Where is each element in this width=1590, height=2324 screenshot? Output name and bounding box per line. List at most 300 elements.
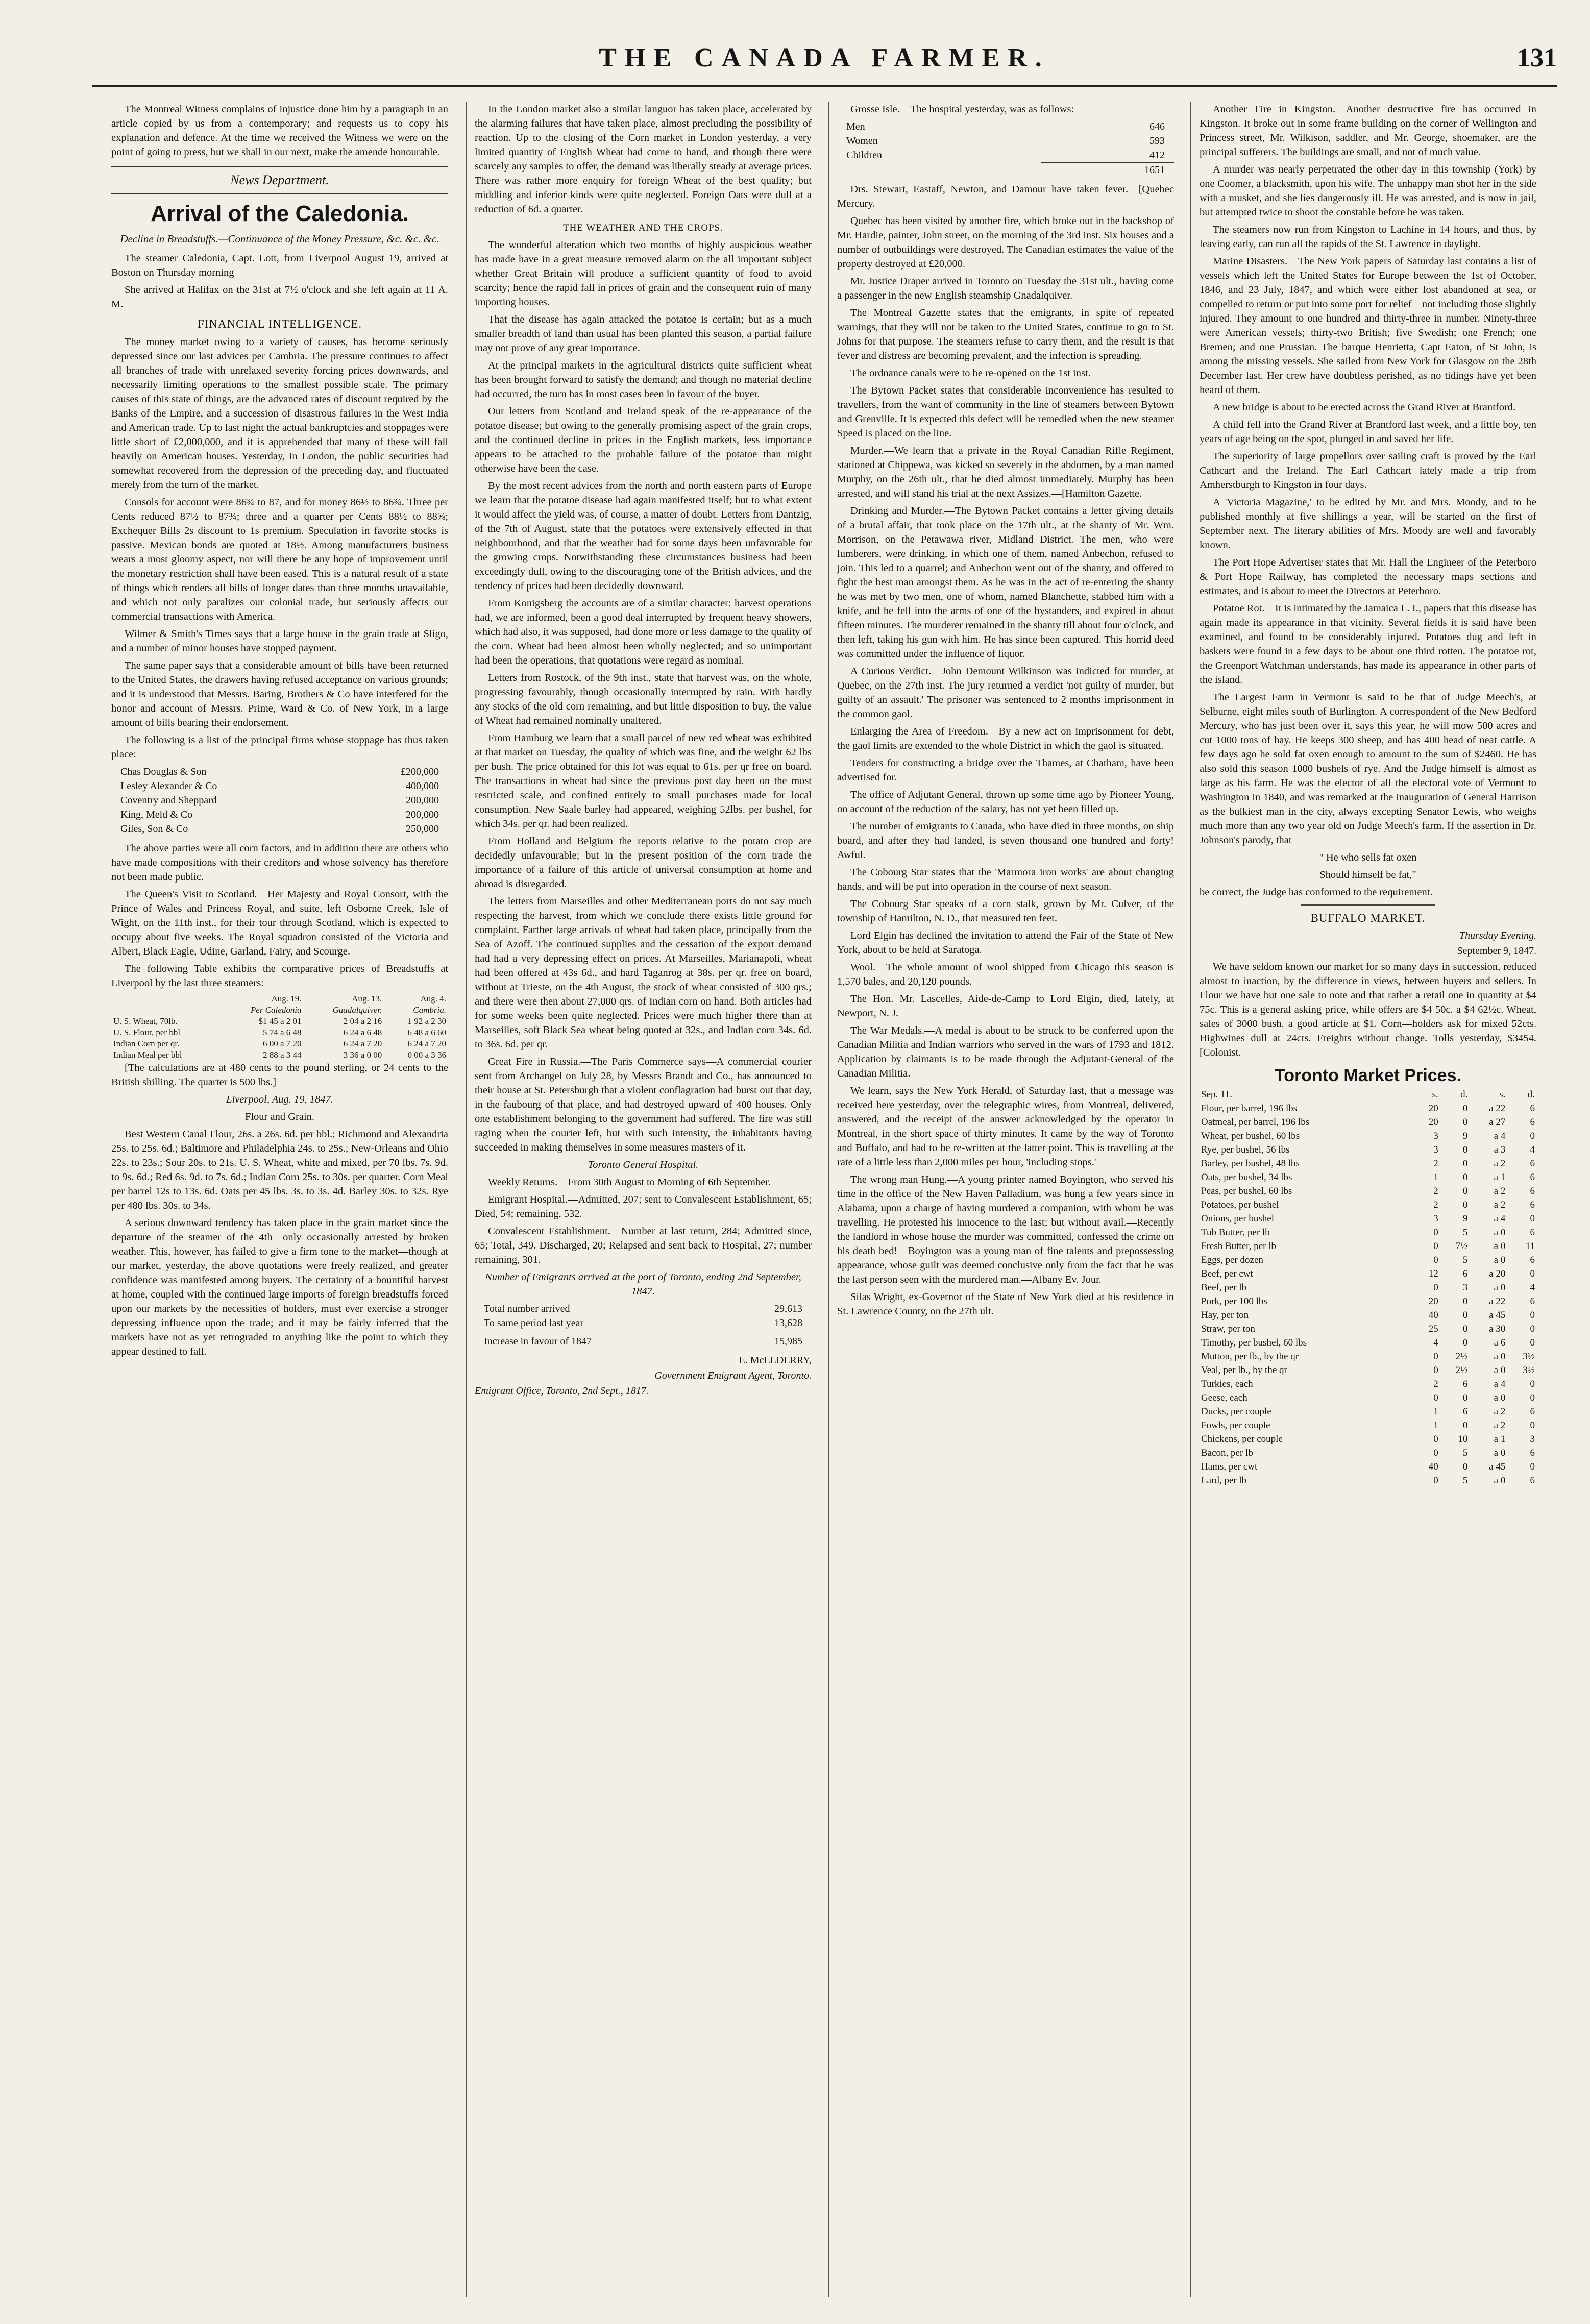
price-cell: 2	[1433, 1200, 1438, 1210]
price-cell: 4	[1530, 1144, 1535, 1155]
price-cell: a 0	[1494, 1351, 1506, 1362]
price-cell: 0	[1462, 1392, 1468, 1403]
list-item	[111, 808, 448, 822]
commodity-name: Oats, per bushel, 34 lbs	[1201, 1172, 1292, 1183]
paragraph: Our letters from Scotland and Ireland speak of the re-appearance of the potatoe disease; but owing to the generally promising aspect of the grain crops, and the continued decline in prices in the English markets, less importance appears to be attached to the probable failure of the potatoe than might otherwise have been the case.	[475, 406, 812, 474]
table-cell: 2 88 a 3 44	[262, 1050, 302, 1060]
table-header: d.	[1460, 1089, 1468, 1100]
table-row	[1200, 1460, 1536, 1474]
list-item	[475, 1302, 812, 1316]
paragraph: Enlarging the Area of Freedom.—By a new act on imprisonment for debt, the gaol limits are extended to the whole District in which the gaol is situated.	[837, 726, 1174, 751]
price-cell: a 45	[1489, 1310, 1506, 1320]
price-cell: a 0	[1494, 1448, 1506, 1458]
price-cell: 20	[1428, 1103, 1438, 1114]
table-header-row	[111, 1005, 448, 1016]
paragraph: The number of emigrants to Canada, who have died in three months, on ship board, and after they had landed, is seven thousand one hundred and forty! Awful.	[837, 821, 1174, 861]
paragraph: Number of Emigrants arrived at the port of Toronto, ending 2nd September, 1847.	[485, 1271, 801, 1297]
price-cell: 3	[1433, 1213, 1438, 1224]
table-row	[1200, 1294, 1536, 1308]
price-cell: a 30	[1489, 1324, 1506, 1334]
price-cell: 2½	[1455, 1365, 1468, 1376]
paragraph: The letters from Marseilles and other Mediterranean ports do not say much respecting the harvest, from which we conclude there exists little ground for complaint. Farther large arrivals of wheat had taken place, principally from the Sea of Azoff. The continued supplies and the cessation of the export demand had had a very depressing effect on prices. At Marseilles, Marianapoli, wheat had been offered at 43s 6d., and hard Taganrog at 38s. per qr. free on board, without at Trieste, on the 4th August, the stock of wheat consisted of 300 qrs.; and there were then about 27,000 qrs. of Indian corn on hand. Both articles had for some weeks been quite neglected. Prices were much higher there than at Marseilles, soft Black Sea wheat being quoted at 32s., and Indian corn 34s. 6d. to 36s. 6d. per qr.	[475, 896, 812, 1050]
market-prices-body	[1200, 1102, 1536, 1487]
paragraph: be correct, the Judge has conformed to the requirement.	[1200, 887, 1433, 898]
paragraph: The following Table exhibits the comparative prices of Breadstuffs at Liverpool by the last three steamers:	[111, 963, 448, 989]
newspaper-title: THE CANADA FARMER.	[599, 43, 1050, 72]
price-cell: 6	[1530, 1200, 1535, 1210]
commodity-name: Hay, per ton	[1201, 1310, 1249, 1320]
commodity-name: Beef, per cwt	[1201, 1268, 1253, 1279]
price-cell: a 4	[1494, 1213, 1506, 1224]
price-cell: 0	[1462, 1296, 1468, 1307]
table-row	[1200, 1129, 1536, 1143]
table-row	[1200, 1377, 1536, 1391]
commodity-name: Fowls, per couple	[1201, 1420, 1270, 1431]
paragraph: The steamers now run from Kingston to Lachine in 14 hours, and thus, by leaving early, can run all the rapids of the St. Lawrence in daylight.	[1200, 224, 1536, 250]
price-cell: 2	[1433, 1158, 1438, 1169]
table-cell: U. S. Wheat, 70lb.	[113, 1016, 178, 1026]
list-item	[837, 119, 1174, 134]
table-row	[1200, 1350, 1536, 1363]
subheadline: Decline in Breadstuffs.—Continuance of the Money Pressure, &c. &c. &c.	[120, 233, 439, 245]
paragraph: A serious downward tendency has taken place in the grain market since the departure of the steamer of the 4th—only occasionally arrested by broken weather. This, however, has failed to give a firm tone to the market—though at our market, yesterday, the above quotations were freely realized, and greater confidence was manifested among buyers. The certainty of a bountiful harvest at home, coupled with the continued large imports of foreign breadstuffs forced upon our markets by the necessities of holders, must ever exercise a stronger depressing influence upon the trade; and it may be fairly inferred that the markets have not as yet retrograded to anything like the point to which they appear destined to fall.	[111, 1217, 448, 1357]
row-value: 593	[1149, 135, 1165, 146]
price-cell: 0	[1462, 1337, 1468, 1348]
commodity-name: Fresh Butter, per lb	[1201, 1241, 1276, 1252]
paragraph: By the most recent advices from the north and north eastern parts of Europe we learn that the potatoe disease had again manifested itself; but to what extent it would affect the yield was, of course, a matter of doubt. Letters from Dantzig, of the 7th of August, state that the potatoes were extensively effected in that neighbourhood, and that the weather had for some days been unfavorable for the growing crops. Notwithstanding these circumstances business had been exceedingly dull, owing to the discouraging tone of the British advices, and the tendency of prices had been decidedly downward.	[475, 480, 812, 592]
price-cell: 0	[1462, 1200, 1468, 1210]
table-row	[1200, 1184, 1536, 1198]
paragraph: The following is a list of the principal firms whose stoppage has thus taken place:—	[111, 735, 448, 760]
row-value: 15,985	[774, 1336, 802, 1347]
price-cell: 2½	[1455, 1351, 1468, 1362]
price-cell: 0	[1530, 1213, 1535, 1224]
row-value: 1651	[1144, 164, 1165, 176]
price-cell: 6	[1530, 1158, 1535, 1169]
paragraph: Weekly Returns.—From 30th August to Morning of 6th September.	[488, 1177, 771, 1188]
price-cell: a 0	[1494, 1282, 1506, 1293]
commodity-name: Bacon, per lb	[1201, 1448, 1253, 1458]
paragraph: Wool.—The whole amount of wool shipped from Chicago this season is 1,570 bales, and 20,120 pounds.	[837, 962, 1174, 987]
paragraph: A new bridge is about to be erected across the Grand River at Brantford.	[1213, 402, 1516, 413]
price-cell: 0	[1433, 1351, 1438, 1362]
market-prices-table	[1200, 1088, 1536, 1487]
row-value: 13,628	[774, 1317, 802, 1329]
price-cell: a 4	[1494, 1131, 1506, 1141]
paragraph: At the principal markets in the agricultural districts quite sufficient wheat has been brought forward to satisfy the demand; and though no material decline had occurred, the turn has in most cases been in favour of the buyer.	[475, 360, 812, 400]
firm-name: Lesley Alexander & Co	[120, 780, 217, 792]
paragraph: The Montreal Witness complains of injustice done him by a paragraph in an article copied by us from a contemporary; and requests us to copy his explanation and defence. At the time we received the Witness we were on the point of going to press, but we shall in our next, make the amende honourable.	[111, 104, 448, 158]
paragraph: We have seldom known our market for so many days in succession, reduced almost to inaction, by the difference in views, between buyers and sellers. In Flour we have but one sale to note and that rather a retail one in quantity at $4 75c. This is a general asking price, while offers are $4 50c. a $4 62½c. Wheat, sales of 3000 bush. a good article at $1. Corn—holders ask for mixed 52cts. Highwines dull at 24cts. Freights without change. Tolls yesterday, $3454.[Colonist.	[1200, 961, 1536, 1058]
paragraph: Drinking and Murder.—The Bytown Packet contains a letter giving details of a brutal affair, that took place on the 17th ult., at the shanty of Mr. Wm. Morrison, on the Petawawa river, Midland District. The men, who were lumberers, were drinking, in which one of them, named Anbechon, refused to join. This led to a quarrel; and Anbechon went out of the shanty, and offered to fight the best man amongst them. As he was in the act of re-entering the shanty he was met by two men, one of whom, named Blanchette, stabbed him with a knife, and he fell into the arms of one of the bystanders, and expired in about fifteen minutes. The murderer remained in the shanty till about four o'clock, and then left, taking his gun with him. He has since been captured. This horrid deed was committed under the influence of liquor.	[837, 505, 1174, 659]
paragraph: Potatoe Rot.—It is intimated by the Jamaica L. I., papers that this disease has again made its appearance in that vicinity. Several fields it is said have been examined, and found to be considerably injured. Potatoes dug and left in baskets were found in a few days to be about one third rotten. The potatoe rot, the Greenport Watchman understands, has made its appearance in other parts of the island.	[1200, 603, 1536, 686]
price-cell: 0	[1530, 1310, 1535, 1320]
price-cell: a 45	[1489, 1461, 1506, 1472]
paragraph: The steamer Caledonia, Capt. Lott, from Liverpool August 19, arrived at Boston on Thursday morning	[111, 253, 448, 278]
price-cell: 7½	[1455, 1241, 1468, 1252]
paragraph: In the London market also a similar languor has taken place, accelerated by the alarming failures that have taken place, almost precluding the possibility of reaction. Up to the closing of the Corn market in London yesterday, a very limited quantity of English Wheat had come to hand, and though there were scarcely any samples to offer, the demand was liberally steady at average prices. There was rather more enquiry for foreign Wheat of the best quality; but middling and inferior kinds were quite neglected. Foreign Oats were dull at a reduction of 6d. a quarter.	[475, 104, 812, 215]
price-cell: 0	[1530, 1420, 1535, 1431]
price-cell: 2	[1433, 1379, 1438, 1389]
price-cell: a 0	[1494, 1365, 1506, 1376]
table-row	[1200, 1170, 1536, 1184]
paragraph: She arrived at Halifax on the 31st at 7½ o'clock and she left again at 11 A. M.	[111, 284, 448, 310]
price-cell: a 2	[1494, 1200, 1506, 1210]
price-cell: 0	[1462, 1186, 1468, 1196]
verse-line: " He who sells fat oxen	[1319, 852, 1417, 863]
price-cell: 0	[1530, 1461, 1535, 1472]
price-cell: 6	[1462, 1379, 1468, 1389]
column-divider	[1190, 102, 1191, 2297]
price-cell: 3½	[1523, 1365, 1535, 1376]
table-header: Aug. 19.	[271, 994, 302, 1004]
paragraph: The superiority of large propellors over sailing craft is proved by the Earl Cathcart and the Ireland. The Earl Cathcart lately made a trip from Amherstburgh to Kingston in four days.	[1200, 451, 1536, 491]
price-cell: 40	[1428, 1310, 1438, 1320]
price-cell: 0	[1462, 1103, 1468, 1114]
price-cell: 3	[1462, 1282, 1468, 1293]
price-cell: a 2	[1494, 1186, 1506, 1196]
paragraph: [The calculations are at 480 cents to the pound sterling, or 24 cents to the British shilling. The quarter is 500 lbs.]	[111, 1062, 448, 1088]
table-row	[1200, 1322, 1536, 1336]
table-row	[1200, 1446, 1536, 1460]
table-row	[111, 1049, 448, 1061]
list-item	[475, 1316, 812, 1330]
firm-name: Chas Douglas & Son	[120, 766, 207, 777]
list-item	[111, 822, 448, 836]
headline: Arrival of the Caledonia.	[150, 201, 409, 226]
table-header	[111, 1005, 221, 1016]
commodity-name: Straw, per ton	[1201, 1324, 1255, 1334]
table-cell: 0 00 a 3 36	[407, 1050, 446, 1060]
table-row	[1200, 1267, 1536, 1281]
price-cell: 6	[1530, 1296, 1535, 1307]
paragraph: Grosse Isle.—The hospital yesterday, was as follows:—	[850, 104, 1085, 115]
price-cell: 6	[1530, 1172, 1535, 1183]
price-cell: 6	[1530, 1103, 1535, 1114]
paragraph: From Konigsberg the accounts are of a similar character: harvest operations had, we are informed, been a good deal interrupted by frequent heavy showers, which had also, it was supposed, had done more or less damage to the quality of the corn. Wheat had been almost been wholly neglected; and so unimportant had been the operations, that quotations were regard as nominal.	[475, 598, 812, 666]
price-cell: 2	[1433, 1186, 1438, 1196]
price-cell: 0	[1530, 1131, 1535, 1141]
table-row	[1200, 1212, 1536, 1226]
price-cell: a 2	[1494, 1406, 1506, 1417]
list-item	[111, 765, 448, 779]
table-row	[1200, 1336, 1536, 1350]
commodity-name: Tub Butter, per lb	[1201, 1227, 1270, 1238]
table-cell: 6 24 a 7 20	[343, 1039, 382, 1048]
price-cell: a 6	[1494, 1337, 1506, 1348]
price-cell: 20	[1428, 1296, 1438, 1307]
price-cell: 5	[1462, 1255, 1468, 1265]
verse-line: Should himself be fat,"	[1319, 869, 1416, 880]
table-cell: 5 74 a 6 48	[262, 1028, 302, 1037]
price-cell: 6	[1462, 1406, 1468, 1417]
page-number: 131	[1517, 43, 1557, 72]
table-cell: 6 24 a 7 20	[407, 1039, 446, 1048]
price-cell: 0	[1462, 1461, 1468, 1472]
price-cell: a 20	[1489, 1268, 1506, 1279]
price-cell: a 0	[1494, 1241, 1506, 1252]
table-row	[1200, 1405, 1536, 1418]
paragraph: Emigrant Hospital.—Admitted, 207; sent to Convalescent Establishment, 65; Died, 54; remaining, 532.	[475, 1194, 812, 1219]
table-row	[1200, 1474, 1536, 1487]
table-header: Aug. 13.	[352, 994, 382, 1004]
price-cell: 0	[1530, 1392, 1535, 1403]
list-item	[111, 793, 448, 808]
signature: E. McELDERRY,	[739, 1355, 812, 1366]
hospital-list	[837, 119, 1174, 177]
firm-amount: £200,000	[401, 766, 439, 777]
firm-amount: 200,000	[406, 809, 439, 820]
price-cell: a 4	[1494, 1379, 1506, 1389]
commodity-name: Rye, per bushel, 56 lbs	[1201, 1144, 1290, 1155]
paragraph: Wilmer & Smith's Times says that a large house in the grain trade at Sligo, and a number of minor houses have stopped payment.	[111, 628, 448, 654]
table-row	[1200, 1226, 1536, 1239]
table-cell: Indian Meal per bbl	[113, 1050, 182, 1060]
price-cell: 3	[1433, 1131, 1438, 1141]
paragraph: The office of Adjutant General, thrown up some time ago by Pioneer Young, on account of the reduction of the salary, has not yet been filled up.	[837, 789, 1174, 815]
price-cell: 3	[1530, 1434, 1535, 1445]
paragraph: The money market owing to a variety of causes, has become seriously depressed since our last advices per Cambria. The pressure continues to affect all branches of trade with unrelaxed severity forcing prices downwards, and necessarily limiting operations to the smallest possible scale. The primary causes of this state of things, are the advanced rates of discount required by the Banks of the Empire, and a succession of disastrous failures in the West India and American trade. Up to last night the actual bankruptcies and stoppages were little short of £2,000,000, and it is apprehended that many of these will fall heavily on American houses. Yesterday, in London, the public securities had somewhat recovered from the depression of the preceding day, and fluctuated merely from the turn of the market.	[111, 336, 448, 491]
paragraph: The Montreal Gazette states that the emigrants, in spite of repeated warnings, that they will not be taken to the United States, continue to go to St. Johns for that purpose. The steamers refuse to carry them, and the result is that fever and distress are becoming prevalent, and the infection is spreading.	[837, 307, 1174, 361]
row-value: 412	[1149, 150, 1165, 161]
price-cell: a 2	[1494, 1158, 1506, 1169]
commodity-name: Wheat, per bushel, 60 lbs	[1201, 1131, 1300, 1141]
price-cell: 5	[1462, 1227, 1468, 1238]
price-cell: 9	[1462, 1213, 1468, 1224]
list-item	[111, 779, 448, 793]
table-row	[111, 1027, 448, 1038]
firm-amount: 200,000	[406, 795, 439, 806]
commodity-name: Peas, per bushel, 60 lbs	[1201, 1186, 1292, 1196]
table-header: Sep. 11.	[1201, 1089, 1233, 1100]
price-cell: 5	[1462, 1448, 1468, 1458]
paragraph: Murder.—We learn that a private in the Royal Canadian Rifle Regiment, stationed at Chippewa, was kicked so severely in the abdomen, by a man named Murphy, on the 26th ult., that he died almost immediately. Murphy has been arrested, and will stand his trial at the next Assizes.—[Hamilton Gazette.	[837, 445, 1174, 499]
firms-list	[111, 765, 448, 836]
price-cell: a 1	[1494, 1434, 1506, 1445]
table-row	[1200, 1253, 1536, 1267]
column-4	[1200, 102, 1536, 2297]
commodity-name: Onions, per bushel	[1201, 1213, 1275, 1224]
paragraph: Mr. Justice Draper arrived in Toronto on Tuesday the 31st ult., having come a passenger in the new English steamship Gnadalquiver.	[837, 276, 1174, 301]
paragraph: Lord Elgin has declined the invitation to attend the Fair of the State of New York, about to be held at Saratoga.	[837, 930, 1174, 956]
paragraph: Drs. Stewart, Eastaff, Newton, and Damour have taken fever.—[Quebec Mercury.	[837, 184, 1174, 209]
table-row	[1200, 1239, 1536, 1253]
row-label: Men	[846, 121, 865, 132]
price-cell: 0	[1433, 1255, 1438, 1265]
paragraph: A child fell into the Grand River at Brantford last week, and a little boy, ten years of age being on the spot, plunged in and saved her life.	[1200, 419, 1536, 445]
table-row	[1200, 1432, 1536, 1446]
table-cell: 6 24 a 6 48	[343, 1028, 382, 1037]
price-cell: 0	[1433, 1282, 1438, 1293]
price-cell: 4	[1530, 1282, 1535, 1293]
price-cell: 3	[1433, 1144, 1438, 1155]
paragraph: From Holland and Belgium the reports relative to the potato crop are decidedly unfavourable; but in the present position of the corn trade the importance of a failure of this article of universal consumption at home and abroad is disregarded.	[475, 836, 812, 890]
paragraph: The above parties were all corn factors, and in addition there are others who have made compositions with their creditors and whose solvency has therefore not been made public.	[111, 843, 448, 883]
commodity-name: Mutton, per lb., by the qr	[1201, 1351, 1299, 1362]
commodity-name: Potatoes, per bushel	[1201, 1200, 1279, 1210]
table-row	[1200, 1391, 1536, 1405]
commodity-name: Geese, each	[1201, 1392, 1247, 1403]
section-heading: News Department.	[230, 173, 329, 187]
dateline: September 9, 1847.	[1457, 945, 1536, 957]
price-cell: 6	[1530, 1117, 1535, 1128]
price-cell: 1	[1433, 1420, 1438, 1431]
section-heading: THE WEATHER AND THE CROPS.	[562, 223, 723, 233]
list-item	[837, 134, 1174, 148]
price-cell: 0	[1433, 1227, 1438, 1238]
commodity-name: Hams, per cwt	[1201, 1461, 1258, 1472]
section-heading: Toronto General Hospital.	[588, 1159, 699, 1170]
price-cell: a 0	[1494, 1255, 1506, 1265]
dateline: Thursday Evening.	[1459, 930, 1536, 941]
list-item	[837, 148, 1174, 162]
price-cell: a 0	[1494, 1392, 1506, 1403]
price-cell: 0	[1433, 1365, 1438, 1376]
table-row	[111, 1016, 448, 1027]
market-prices-title: Toronto Market Prices.	[1275, 1066, 1461, 1085]
price-cell: 0	[1462, 1324, 1468, 1334]
price-cell: a 0	[1494, 1475, 1506, 1486]
table-header-row	[1200, 1088, 1536, 1102]
price-cell: 0	[1530, 1379, 1535, 1389]
paragraph: A Curious Verdict.—John Demount Wilkinson was indicted for murder, at Quebec, on the 27th inst. The jury returned a verdict 'not guilty of murder, but guilty of an assault.' The prisoner was sentenced to 2 months imprisonment in the common gaol.	[837, 666, 1174, 720]
paragraph: The ordnance canals were to be re-opened on the 1st inst.	[850, 368, 1091, 379]
emigrant-totals	[475, 1302, 812, 1349]
column-divider	[828, 102, 829, 2297]
price-cell: 0	[1462, 1144, 1468, 1155]
price-cell: 0	[1433, 1434, 1438, 1445]
firm-amount: 400,000	[406, 780, 439, 792]
paragraph: Letters from Rostock, of the 9th inst., state that harvest was, on the whole, progressing favourably, though occasionally interrupted by rain. With hardly any stocks of the old corn remaining, and but little disposition to buy, the value of Wheat had remained nominally unaltered.	[475, 672, 812, 726]
paragraph: The Cobourg Star speaks of a corn stalk, grown by Mr. Culver, of the township of Hamilton, N. D., that measured ten feet.	[837, 898, 1174, 924]
comparative-prices-table	[111, 993, 448, 1061]
table-row	[1200, 1157, 1536, 1170]
firm-name: King, Meld & Co	[120, 809, 193, 820]
table-header: Cambria.	[413, 1005, 446, 1015]
price-cell: 5	[1462, 1475, 1468, 1486]
table-header	[111, 993, 221, 1005]
paragraph: The wrong man Hung.—A young printer named Boyington, who served his time in the office of the New Haven Palladium, was hung a few years since in Alabama, upon a charge of having murdered a companion, with whom he was travelling. He protested his innocence to the last; but without avail.—Recently the landlord in whose house the murder was committed, confessed the crime on his death bed!—Boyington was a young man of fine talents and prepossessing appearance, whose guilt was deemed conclusive only from the fact that he was the last person seen with the murdered man.—Albany Ev. Jour.	[837, 1174, 1174, 1285]
row-label: Total number arrived	[484, 1303, 570, 1314]
table-row	[1200, 1308, 1536, 1322]
firm-name: Giles, Son & Co	[120, 823, 188, 835]
row-value: 646	[1149, 121, 1165, 132]
table-header: Per Caledonia	[250, 1005, 302, 1015]
table-row	[1200, 1363, 1536, 1377]
section-rule	[111, 166, 448, 194]
price-cell: a 27	[1489, 1117, 1506, 1128]
price-cell: 25	[1428, 1324, 1438, 1334]
commodity-name: Flour, per barrel, 196 lbs	[1201, 1103, 1298, 1114]
price-cell: 10	[1458, 1434, 1468, 1445]
paragraph: The same paper says that a considerable amount of bills have been returned to the United States, the drawers having refused acceptance on various grounds; and it is understood that Messrs. Baring, Brothers & Co have interfered for the honor and account of Messrs. Prime, Ward & Co. of New York, in a large amount of bills bearing their endorsement.	[111, 660, 448, 728]
paragraph: Great Fire in Russia.—The Paris Commerce says—A commercial courier sent from Archangel on July 28, by Messrs Brandt and Co., has announced to their house at St. Petersburgh that a violent conflagration had burst out that day, in the faubourg of that place, and had destroyed upward of 400 houses. Only one establishment belonging to the government had suffered. The fire was still raging when the courier left, but with such intensity, the inhabitants having succeeded in making themselves in some measures masters of it.	[475, 1056, 812, 1153]
row-label: To same period last year	[484, 1317, 584, 1329]
paragraph: The Cobourg Star states that the 'Marmora iron works' are about changing hands, and will be put into operation in the course of next season.	[837, 867, 1174, 892]
divider	[1301, 904, 1435, 906]
firm-amount: 250,000	[406, 823, 439, 835]
signature-title: Government Emigrant Agent, Toronto.	[654, 1370, 812, 1381]
price-cell: 3½	[1523, 1351, 1535, 1362]
price-cell: a 22	[1489, 1103, 1506, 1114]
price-cell: 20	[1428, 1117, 1438, 1128]
commodity-name: Chickens, per couple	[1201, 1434, 1283, 1445]
price-cell: 6	[1530, 1255, 1535, 1265]
row-label: Women	[846, 135, 878, 146]
paragraph: The Port Hope Advertiser states that Mr. Hall the Engineer of the Peterboro & Port Hope Railway, has completed the necessary maps sections and estimates, and is about to meet the Directors at Peterboro.	[1200, 557, 1536, 597]
commodity-name: Timothy, per bushel, 60 lbs	[1201, 1337, 1307, 1348]
masthead	[92, 36, 1557, 87]
price-cell: 0	[1462, 1420, 1468, 1431]
price-cell: 40	[1428, 1461, 1438, 1472]
paragraph: That the disease has again attacked the potatoe is certain; but as a much smaller breadth of land than usual has been planted this season, a partial failure may not prove of any great importance.	[475, 314, 812, 354]
table-row	[1200, 1198, 1536, 1212]
paragraph: Tenders for constructing a bridge over the Thames, at Chatham, have been advertised for.	[837, 757, 1174, 783]
column-divider	[466, 102, 467, 2297]
price-cell: 0	[1462, 1158, 1468, 1169]
price-cell: 4	[1433, 1337, 1438, 1348]
paragraph: The Largest Farm in Vermont is said to be that of Judge Meech's, at Selburne, eight miles south of Burlington. A correspondent of the New Bedford Mercury, who has just been over it, says this year, he will mow 500 acres and cut 1000 tons of hay. He keeps 300 sheep, and has 400 head of neat cattle. A few days ago he sold fat oxen enough to amount to the sum of $2460. He has also sold this season 1000 bushels of rye. And the Judge himself is almost as large as his farm. He was the elector of all the electoral vote of Vermont to Washington in 1840, and was remarked at the inauguration of General Harrison as the bulkiest man in the city, always excepting Senator Lewis, who weighs much more than any two year old on Judge Meech's farm. If the assertion in Dr. Johnson's parody, that	[1200, 692, 1536, 846]
firm-name: Coventry and Sheppard	[120, 795, 217, 806]
price-cell: 6	[1530, 1227, 1535, 1238]
price-cell: a 1	[1494, 1172, 1506, 1183]
table-header: s.	[1499, 1089, 1506, 1100]
table-row	[1200, 1143, 1536, 1157]
table-header: s.	[1432, 1089, 1438, 1100]
price-cell: 1	[1433, 1406, 1438, 1417]
price-cell: 0	[1433, 1392, 1438, 1403]
paragraph: Marine Disasters.—The New York papers of Saturday last contains a list of vessels which left the United States for Europe between the 1st of October, 1846, and 23 July, 1847, and which were either lost abandoned at sea, or compelled to return or put into some port for relief—not including those slightly injured. They amount to one hundred and thirty-three in number. Ninety-three were American vessels; thirty-two British; five Swedish; one French; one Bremen; and one Prussian. The barque Henrietta, Capt Eaton, of St John, is among the missing vessels. She sailed from New York for Glasgow on the 28th December last. Her crew have doubtless perished, as no tidings have yet been heard of them.	[1200, 256, 1536, 396]
price-cell: a 3	[1494, 1144, 1506, 1155]
price-cell: 0	[1433, 1475, 1438, 1486]
paragraph: Convalescent Establishment.—Number at last return, 284; Admitted since, 65; Total, 349. Discharged, 20; Relapsed and sent back to Hospital, 27; number remaining, 301.	[475, 1226, 812, 1265]
signature-place: Emigrant Office, Toronto, 2nd Sept., 1817.	[475, 1385, 649, 1397]
commodity-name: Turkies, each	[1201, 1379, 1253, 1389]
price-cell: 6	[1462, 1268, 1468, 1279]
table-header: Guadalquiver.	[332, 1005, 382, 1015]
section-heading: FINANCIAL INTELLIGENCE.	[197, 317, 362, 330]
price-cell: 0	[1462, 1172, 1468, 1183]
price-cell: 0	[1530, 1324, 1535, 1334]
price-cell: 6	[1530, 1448, 1535, 1458]
dateline: Liverpool, Aug. 19, 1847.	[226, 1094, 333, 1105]
paragraph: Another Fire in Kingston.—Another destructive fire has occurred in Kingston. It broke out in some frame building on the corner of Wellington and Princess street, Mr. Wilkison, saddler, and Mr. George, shoemaker, are the principal sufferers. The buildings are small, and not of much value.	[1200, 104, 1536, 158]
paragraph: A 'Victoria Magazine,' to be edited by Mr. and Mrs. Moody, and to be published monthly at five shillings a year, will be started on the first of September next. The literary abilities of Mrs. Moody are well and favorably known.	[1200, 497, 1536, 551]
price-cell: 1	[1433, 1172, 1438, 1183]
list-item	[475, 1334, 812, 1349]
commodity-name: Beef, per lb	[1201, 1282, 1247, 1293]
table-row	[1200, 1115, 1536, 1129]
table-cell: 1 92 a 2 30	[407, 1016, 446, 1026]
paragraph: The War Medals.—A medal is about to be struck to be conferred upon the Canadian Militia and Indian warriors who served in the wars of 1793 and 1812. Application by claimants is to be made through the Adjutant-General of the Canadian Militia.	[837, 1025, 1174, 1079]
paragraph: The Hon. Mr. Lascelles, Aide-de-Camp to Lord Elgin, died, lately, at Newport, N. J.	[837, 993, 1174, 1019]
price-cell: 11	[1525, 1241, 1535, 1252]
paragraph: A murder was nearly perpetrated the other day in this township (York) by one Coomer, a blacksmith, upon his wife. The unhappy man shot her in the side with a musket, and she lies dangerously ill. He was arrested, and is now in jail, but attempted twice to shoot the constable before he was taken.	[1200, 164, 1536, 218]
list-item	[1041, 162, 1174, 177]
table-cell: 6 00 a 7 20	[262, 1039, 302, 1048]
commodity-name: Oatmeal, per barrel, 196 lbs	[1201, 1117, 1310, 1128]
row-label: Increase in favour of 1847	[484, 1336, 592, 1347]
paragraph: Consols for account were 86¾ to 87, and for money 86½ to 86¾. Three per Cents reduced 87½ to 87¾; three and a quarter per Cents 88½ to 88⅝; Exchequer Bills 2s discount to 1s premium. Speculation in favorite stocks is passive. Mexican bonds are quoted at 18½. Among manufacturers business wears a most gloomy aspect, nor will there be any hope of improvement until the monetary restriction shall have been eased. This is a natural result of a state of things which renders all bills of longer dates than three months unavailable, and which not only paralizes our colonial trade, but seriously affects our commercial transactions with America.	[111, 497, 448, 622]
row-value: 29,613	[774, 1303, 802, 1314]
paragraph: The Queen's Visit to Scotland.—Her Majesty and Royal Consort, with the Prince of Wales and Princess Royal, and suite, left Osborne Creek, Isle of Wight, on the 11th inst., for their tour through Scotland, which is expected to occupy about five weeks. The Royal squadron consisted of the Victoria and Albert, Black Eagle, Udine, Garland, Fairy, and Scourge.	[111, 889, 448, 957]
price-cell: 12	[1428, 1268, 1438, 1279]
table-cell: U. S. Flour, per bbl	[113, 1028, 181, 1037]
commodity-name: Pork, per 100 lbs	[1201, 1296, 1267, 1307]
price-cell: 0	[1462, 1310, 1468, 1320]
row-label: Children	[846, 150, 882, 161]
price-cell: 6	[1530, 1475, 1535, 1486]
